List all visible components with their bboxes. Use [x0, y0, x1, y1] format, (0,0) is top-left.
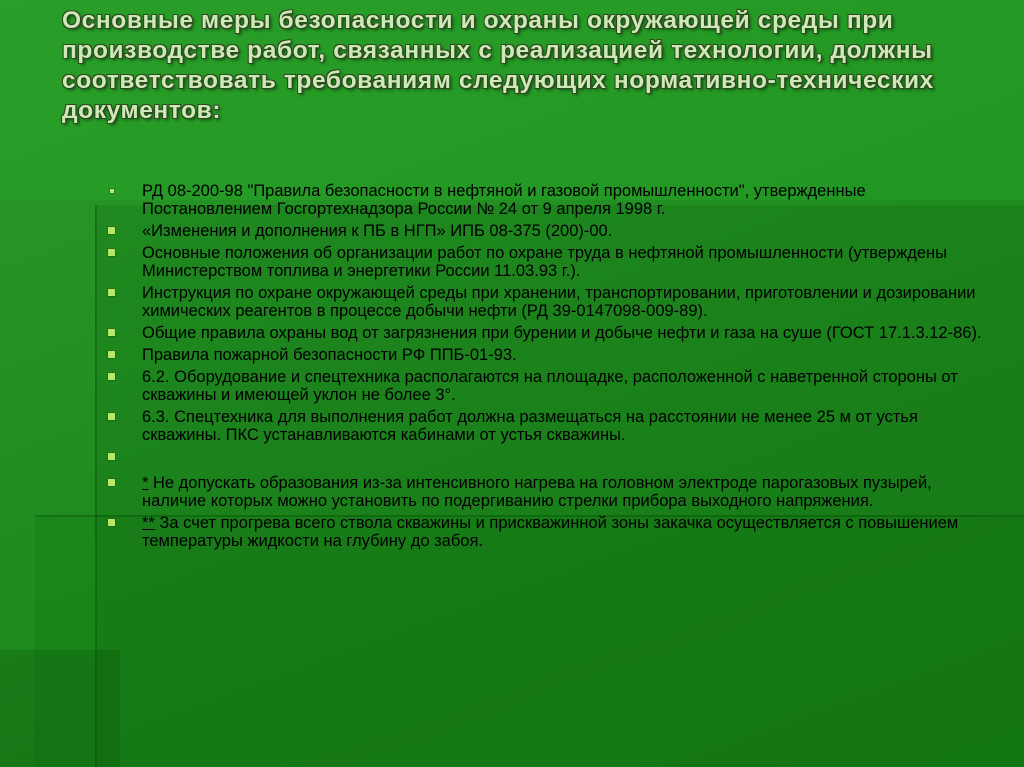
list-item [108, 346, 988, 364]
square-bullet-icon [108, 329, 115, 336]
list-item [108, 368, 988, 404]
list-item-text: 6.2. Оборудование и спецтехника располагаются на площадке, расположенной с наветренной стороны от скважины и имеющей уклон не более 3°. [142, 368, 958, 404]
list-item-text: Инструкция по охране окружающей среды при хранении, транспортировании, приготовлении и дозировании химических реагентов в процессе добычи нефти (РД 39-0147098-009-89). [142, 284, 976, 320]
list-item [108, 514, 988, 550]
list-item-text: РД 08-200-98 "Правила безопасности в нефтяной и газовой промышленности", утвержденные Постановлением Госгортехнадзора России № 24 от 9 апреля 1998 г. [142, 182, 866, 218]
footnote-mark-link[interactable]: * [142, 474, 149, 492]
square-bullet-icon [110, 189, 114, 193]
square-bullet-icon [108, 249, 115, 256]
list-item [108, 222, 988, 240]
square-bullet-icon [108, 413, 115, 420]
square-bullet-icon [108, 351, 115, 358]
list-item-empty [108, 448, 988, 470]
bullet-list [108, 182, 988, 554]
list-item-text: Основные положения об организации работ по охране труда в нефтяной промышленности (утверждены Министерством топлива и энергетики России 11.03.93 г.). [142, 244, 948, 280]
list-item [108, 324, 988, 342]
list-item [108, 408, 988, 444]
list-item-text: Правила пожарной безопасности РФ ППБ-01-93. [142, 346, 517, 364]
slide-title: Основные меры безопасности и охраны окружающей среды при производстве работ, связанных с реализацией технологии, должны соответствовать требованиям следующих нормативно-технических документов: [62, 7, 934, 124]
square-bullet-icon [108, 519, 115, 526]
list-item-text: Общие правила охраны вод от загрязнения при бурении и добыче нефти и газа на суше (ГОСТ 17.1.3.12-86). [142, 324, 982, 342]
list-item [108, 474, 988, 510]
list-item [108, 244, 988, 280]
footnote-mark-link[interactable]: ** [142, 514, 155, 532]
square-bullet-icon [108, 453, 115, 460]
square-bullet-icon [108, 479, 115, 486]
list-item-text: За счет прогрева всего ствола скважины и прискважинной зоны закачка осуществляется с повышением температуры жидкости на глубину до забоя. [142, 514, 959, 550]
square-bullet-icon [108, 227, 115, 234]
square-bullet-icon [108, 289, 115, 296]
list-item [108, 284, 988, 320]
square-bullet-icon [108, 373, 115, 380]
list-item [108, 182, 988, 218]
list-item-text: 6.3. Спецтехника для выполнения работ должна размещаться на расстоянии не менее 25 м от устья скважины. ПКС устанавливаются кабинами от устья скважины. [142, 408, 918, 444]
decorative-panel-corner [0, 650, 120, 767]
list-item-text: Не допускать образования из-за интенсивного нагрева на головном электроде парогазовых пузырей, наличие которых можно установить по подергиванию стрелки прибора выходного напряжения. [142, 474, 932, 510]
list-item-text: «Изменения и дополнения к ПБ в НГП» ИПБ 08-375 (200)-00. [142, 222, 613, 240]
